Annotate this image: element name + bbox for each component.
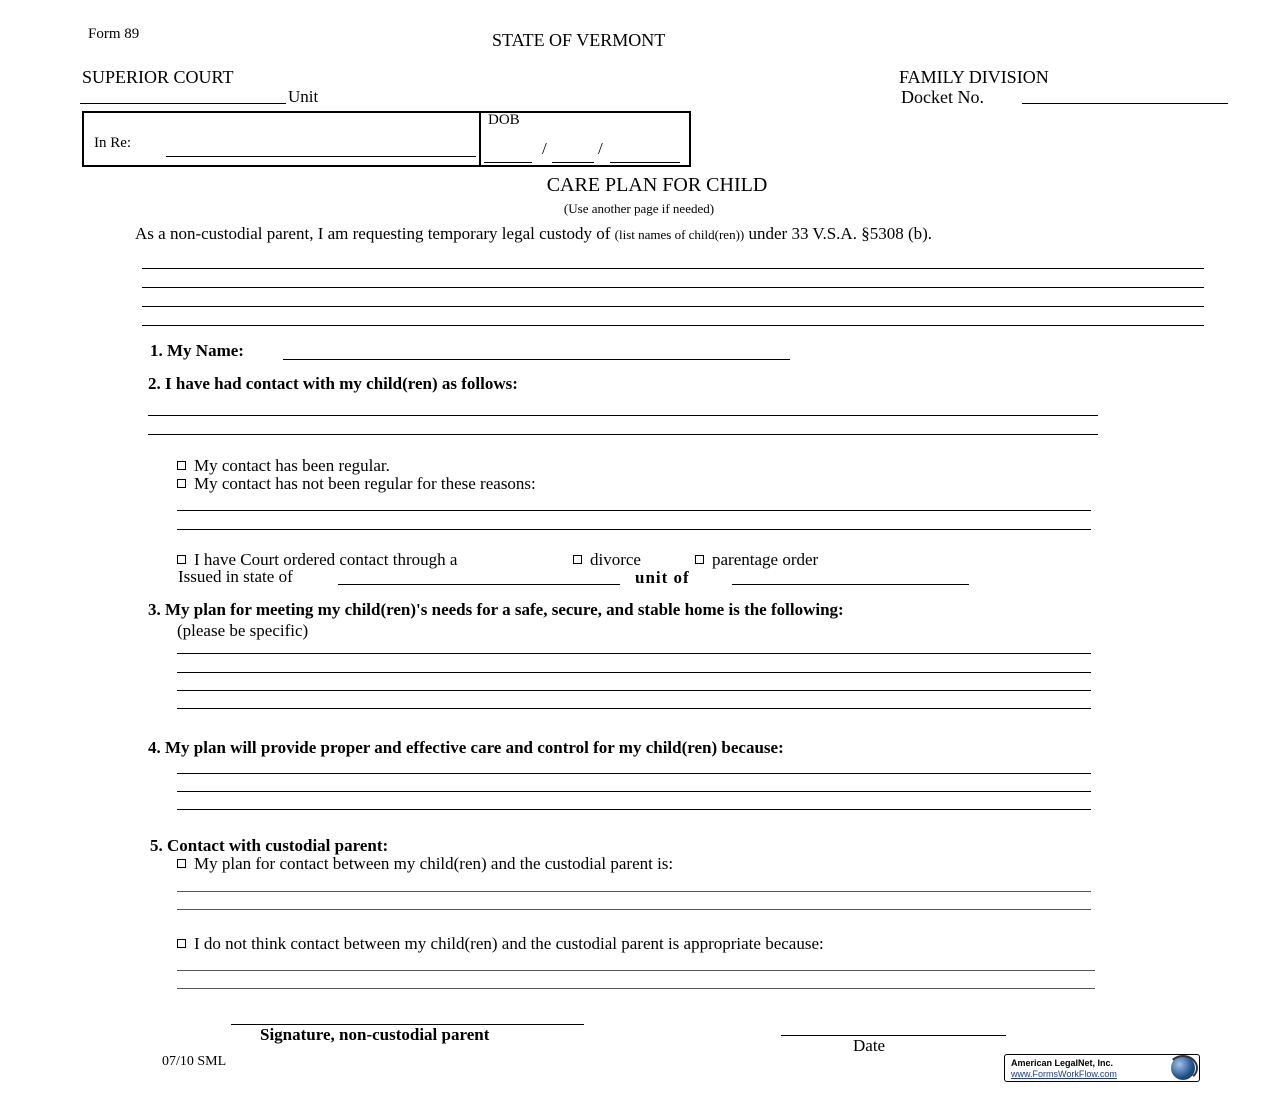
parentage-label: parentage order — [712, 550, 819, 569]
in-re-box — [82, 111, 481, 167]
section-1-label: 1. My Name: — [150, 341, 244, 360]
divorce-option[interactable] — [573, 550, 641, 570]
vendor-logo[interactable] — [1004, 1054, 1200, 1082]
irregular-reasons-line[interactable] — [177, 510, 1091, 511]
dob-separator: / — [598, 139, 603, 158]
swoosh-icon — [1168, 1055, 1198, 1081]
docket-number-field[interactable] — [1022, 103, 1228, 104]
children-names-line[interactable] — [142, 306, 1204, 307]
intro-part-2: (list names of child(ren)) — [614, 227, 745, 242]
court-order-label: I have Court ordered contact through a — [194, 550, 458, 569]
children-names-line[interactable] — [142, 268, 1204, 269]
contact-regular-label: My contact has been regular. — [194, 456, 390, 475]
parentage-option[interactable] — [695, 550, 818, 570]
issued-state-field[interactable] — [338, 584, 620, 585]
home-plan-line[interactable] — [177, 672, 1091, 673]
intro-part-3: under 33 V.S.A. §5308 (b). — [748, 224, 933, 243]
divorce-label: divorce — [590, 550, 641, 569]
contact-plan-option[interactable] — [177, 854, 673, 874]
my-name-field[interactable] — [283, 359, 790, 360]
docket-label: Docket No. — [901, 87, 984, 107]
checkbox-icon[interactable] — [573, 555, 582, 564]
no-contact-label: I do not think contact between my child(ren) and the custodial parent is appropriate because: — [194, 934, 824, 953]
dob-year-field[interactable] — [610, 162, 680, 163]
contact-regular-option[interactable] — [177, 456, 390, 476]
checkbox-icon[interactable] — [177, 859, 186, 868]
no-contact-reason-line[interactable] — [177, 988, 1095, 989]
intro-text — [135, 224, 932, 244]
unit-line — [80, 103, 286, 104]
children-names-line[interactable] — [142, 287, 1204, 288]
state-title: STATE OF VERMONT — [492, 30, 666, 50]
in-re-label: In Re: — [94, 135, 132, 151]
unit-of-label: unit of — [635, 568, 690, 587]
no-contact-reason-line[interactable] — [177, 970, 1095, 971]
dob-label: DOB — [488, 112, 520, 128]
contact-history-line[interactable] — [148, 434, 1098, 435]
checkbox-icon[interactable] — [695, 555, 704, 564]
section-3-hint: (please be specific) — [177, 621, 309, 640]
home-plan-line[interactable] — [177, 690, 1091, 691]
contact-not-regular-option[interactable] — [177, 474, 536, 494]
checkbox-icon[interactable] — [177, 939, 186, 948]
signature-label: Signature, non-custodial parent — [260, 1025, 490, 1044]
section-2-label: 2. I have had contact with my child(ren) as follows: — [148, 374, 518, 393]
contact-plan-line[interactable] — [177, 891, 1091, 892]
no-contact-option[interactable] — [177, 934, 824, 954]
intro-part-1: As a non-custodial parent, I am requesting temporary legal custody of — [135, 224, 611, 243]
form-code: 07/10 SML — [162, 1054, 227, 1069]
checkbox-icon[interactable] — [177, 461, 186, 470]
issued-state-label: Issued in state of — [178, 567, 293, 586]
children-names-line[interactable] — [142, 325, 1204, 326]
vendor-url[interactable]: www.FormsWorkFlow.com — [1011, 1069, 1117, 1079]
care-reason-line[interactable] — [177, 791, 1091, 792]
form-subtitle: (Use another page if needed) — [563, 201, 715, 216]
in-re-name-field[interactable] — [166, 156, 476, 157]
form-number: Form 89 — [88, 26, 140, 42]
form-title: CARE PLAN FOR CHILD — [546, 174, 768, 196]
court-name: SUPERIOR COURT — [82, 67, 234, 87]
dob-separator: / — [542, 139, 547, 158]
contact-plan-line[interactable] — [177, 909, 1091, 910]
care-reason-line[interactable] — [177, 773, 1091, 774]
section-4-label: 4. My plan will provide proper and effective care and control for my child(ren) because: — [148, 738, 784, 757]
contact-history-line[interactable] — [148, 415, 1098, 416]
checkbox-icon[interactable] — [177, 479, 186, 488]
home-plan-line[interactable] — [177, 708, 1091, 709]
unit-of-field[interactable] — [732, 584, 969, 585]
home-plan-line[interactable] — [177, 653, 1091, 654]
dob-month-field[interactable] — [484, 162, 532, 163]
date-label: Date — [853, 1036, 886, 1055]
contact-not-regular-label: My contact has not been regular for these reasons: — [194, 474, 536, 493]
irregular-reasons-line[interactable] — [177, 529, 1091, 530]
contact-plan-label: My plan for contact between my child(ren) and the custodial parent is: — [194, 854, 674, 873]
checkbox-icon[interactable] — [177, 555, 186, 564]
dob-day-field[interactable] — [552, 162, 594, 163]
care-reason-line[interactable] — [177, 809, 1091, 810]
vendor-name: American LegalNet, Inc. — [1011, 1058, 1114, 1068]
section-5-label: 5. Contact with custodial parent: — [150, 836, 389, 855]
section-3-label: 3. My plan for meeting my child(ren)'s needs for a safe, secure, and stable home is the following: — [148, 600, 844, 619]
division-name: FAMILY DIVISION — [899, 67, 1049, 87]
unit-label: Unit — [288, 87, 319, 106]
date-field[interactable] — [781, 1035, 1006, 1036]
